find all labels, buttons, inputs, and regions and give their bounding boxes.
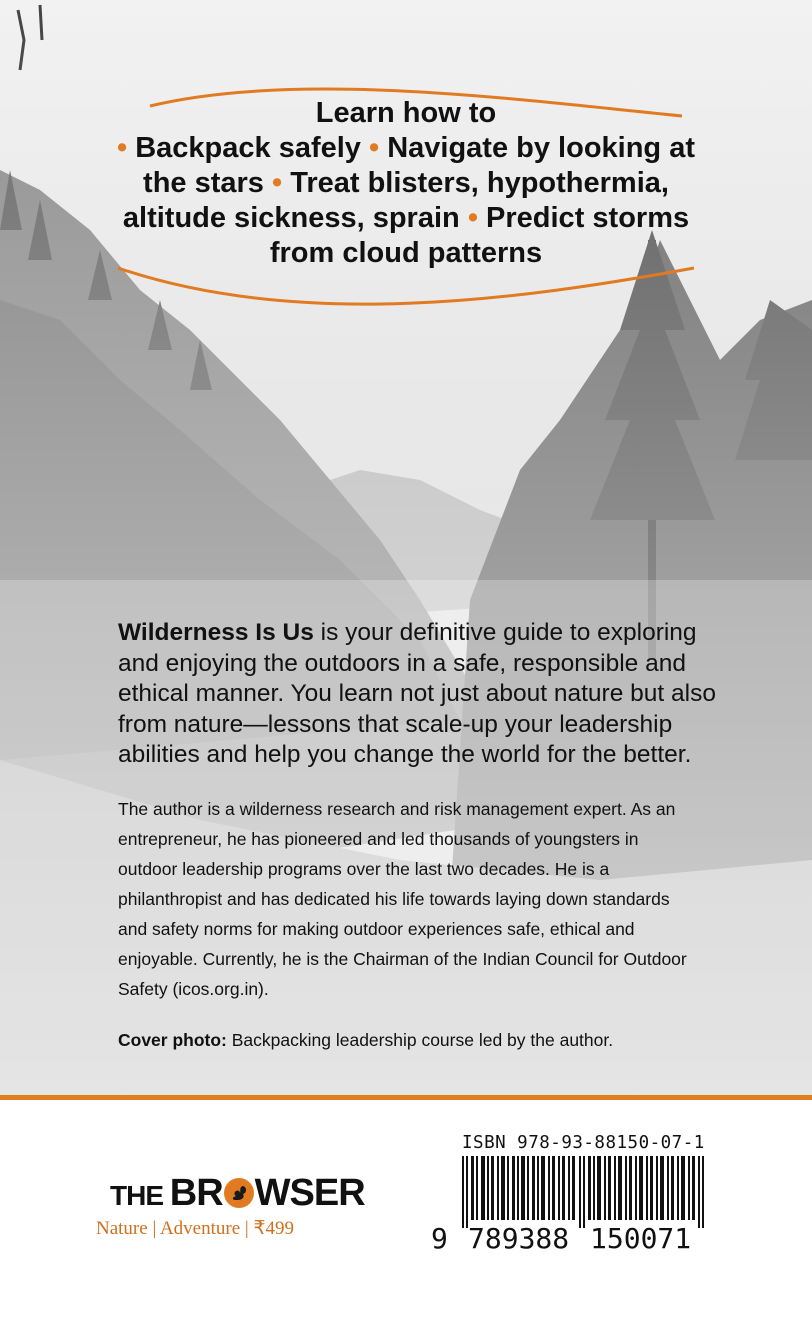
- learn-how-to-box: [100, 96, 712, 271]
- bullet-icon: •: [116, 132, 128, 164]
- publisher-logo: [110, 1172, 365, 1215]
- ean-left-group: 789388: [468, 1222, 570, 1255]
- photo-credit: [118, 1027, 718, 1053]
- synopsis-text: is your definitive guide to exploring and enjoying the outdoors in a safe, responsible and ethical manner. You learn not just about nature but also from nature—lessons that scale-up your leadership abilities and help you change the world for the better.: [118, 619, 716, 768]
- isbn-barcode: [428, 1130, 728, 1264]
- learn-item: Treat blisters, hypothermia, altitude sickness, sprain: [122, 167, 669, 234]
- logo-the: THE: [110, 1180, 170, 1211]
- learn-item: Backpack safely: [135, 132, 361, 164]
- about-author-paragraph: The author is a wilderness research and risk management expert. As an entrepreneur, he has pioneered and led thousands of youngsters in outdoor leadership programs over the last two decades. He is a philanthropist and has dedicated his life towards laying down standards and safety norms for making outdoor experiences safe, ethical and enjoyable. Currently, he is the Chairman of the Indian Council for Outdoor Safety (icos.org.in).: [118, 799, 687, 999]
- learn-item: Navigate by looking at the stars: [143, 132, 695, 199]
- synopsis-paragraph: [118, 618, 718, 771]
- photo-credit-label: Cover photo:: [118, 1030, 227, 1050]
- bullet-icon: •: [467, 202, 478, 234]
- logo-name-part2: WSER: [254, 1172, 365, 1214]
- ean-first-digit: 9: [431, 1222, 448, 1255]
- book-title: Wilderness Is Us: [118, 619, 314, 646]
- photo-credit-text: Backpacking leadership course led by the author.: [226, 1030, 614, 1050]
- isbn-number: ISBN 978-93-88150-07-1: [462, 1133, 705, 1153]
- squirrel-icon: [224, 1178, 254, 1208]
- bullet-icon: •: [272, 167, 283, 199]
- barcode-bars: [428, 1156, 728, 1228]
- logo-name-part1: BR: [169, 1172, 223, 1214]
- learn-heading: Learn how to: [315, 97, 497, 129]
- ean-right-group: 150071: [590, 1222, 692, 1255]
- publisher-tagline: Nature | Adventure | ₹499: [96, 1218, 295, 1239]
- bullet-icon: •: [368, 132, 380, 164]
- learn-item: Predict storms from cloud patterns: [269, 202, 690, 269]
